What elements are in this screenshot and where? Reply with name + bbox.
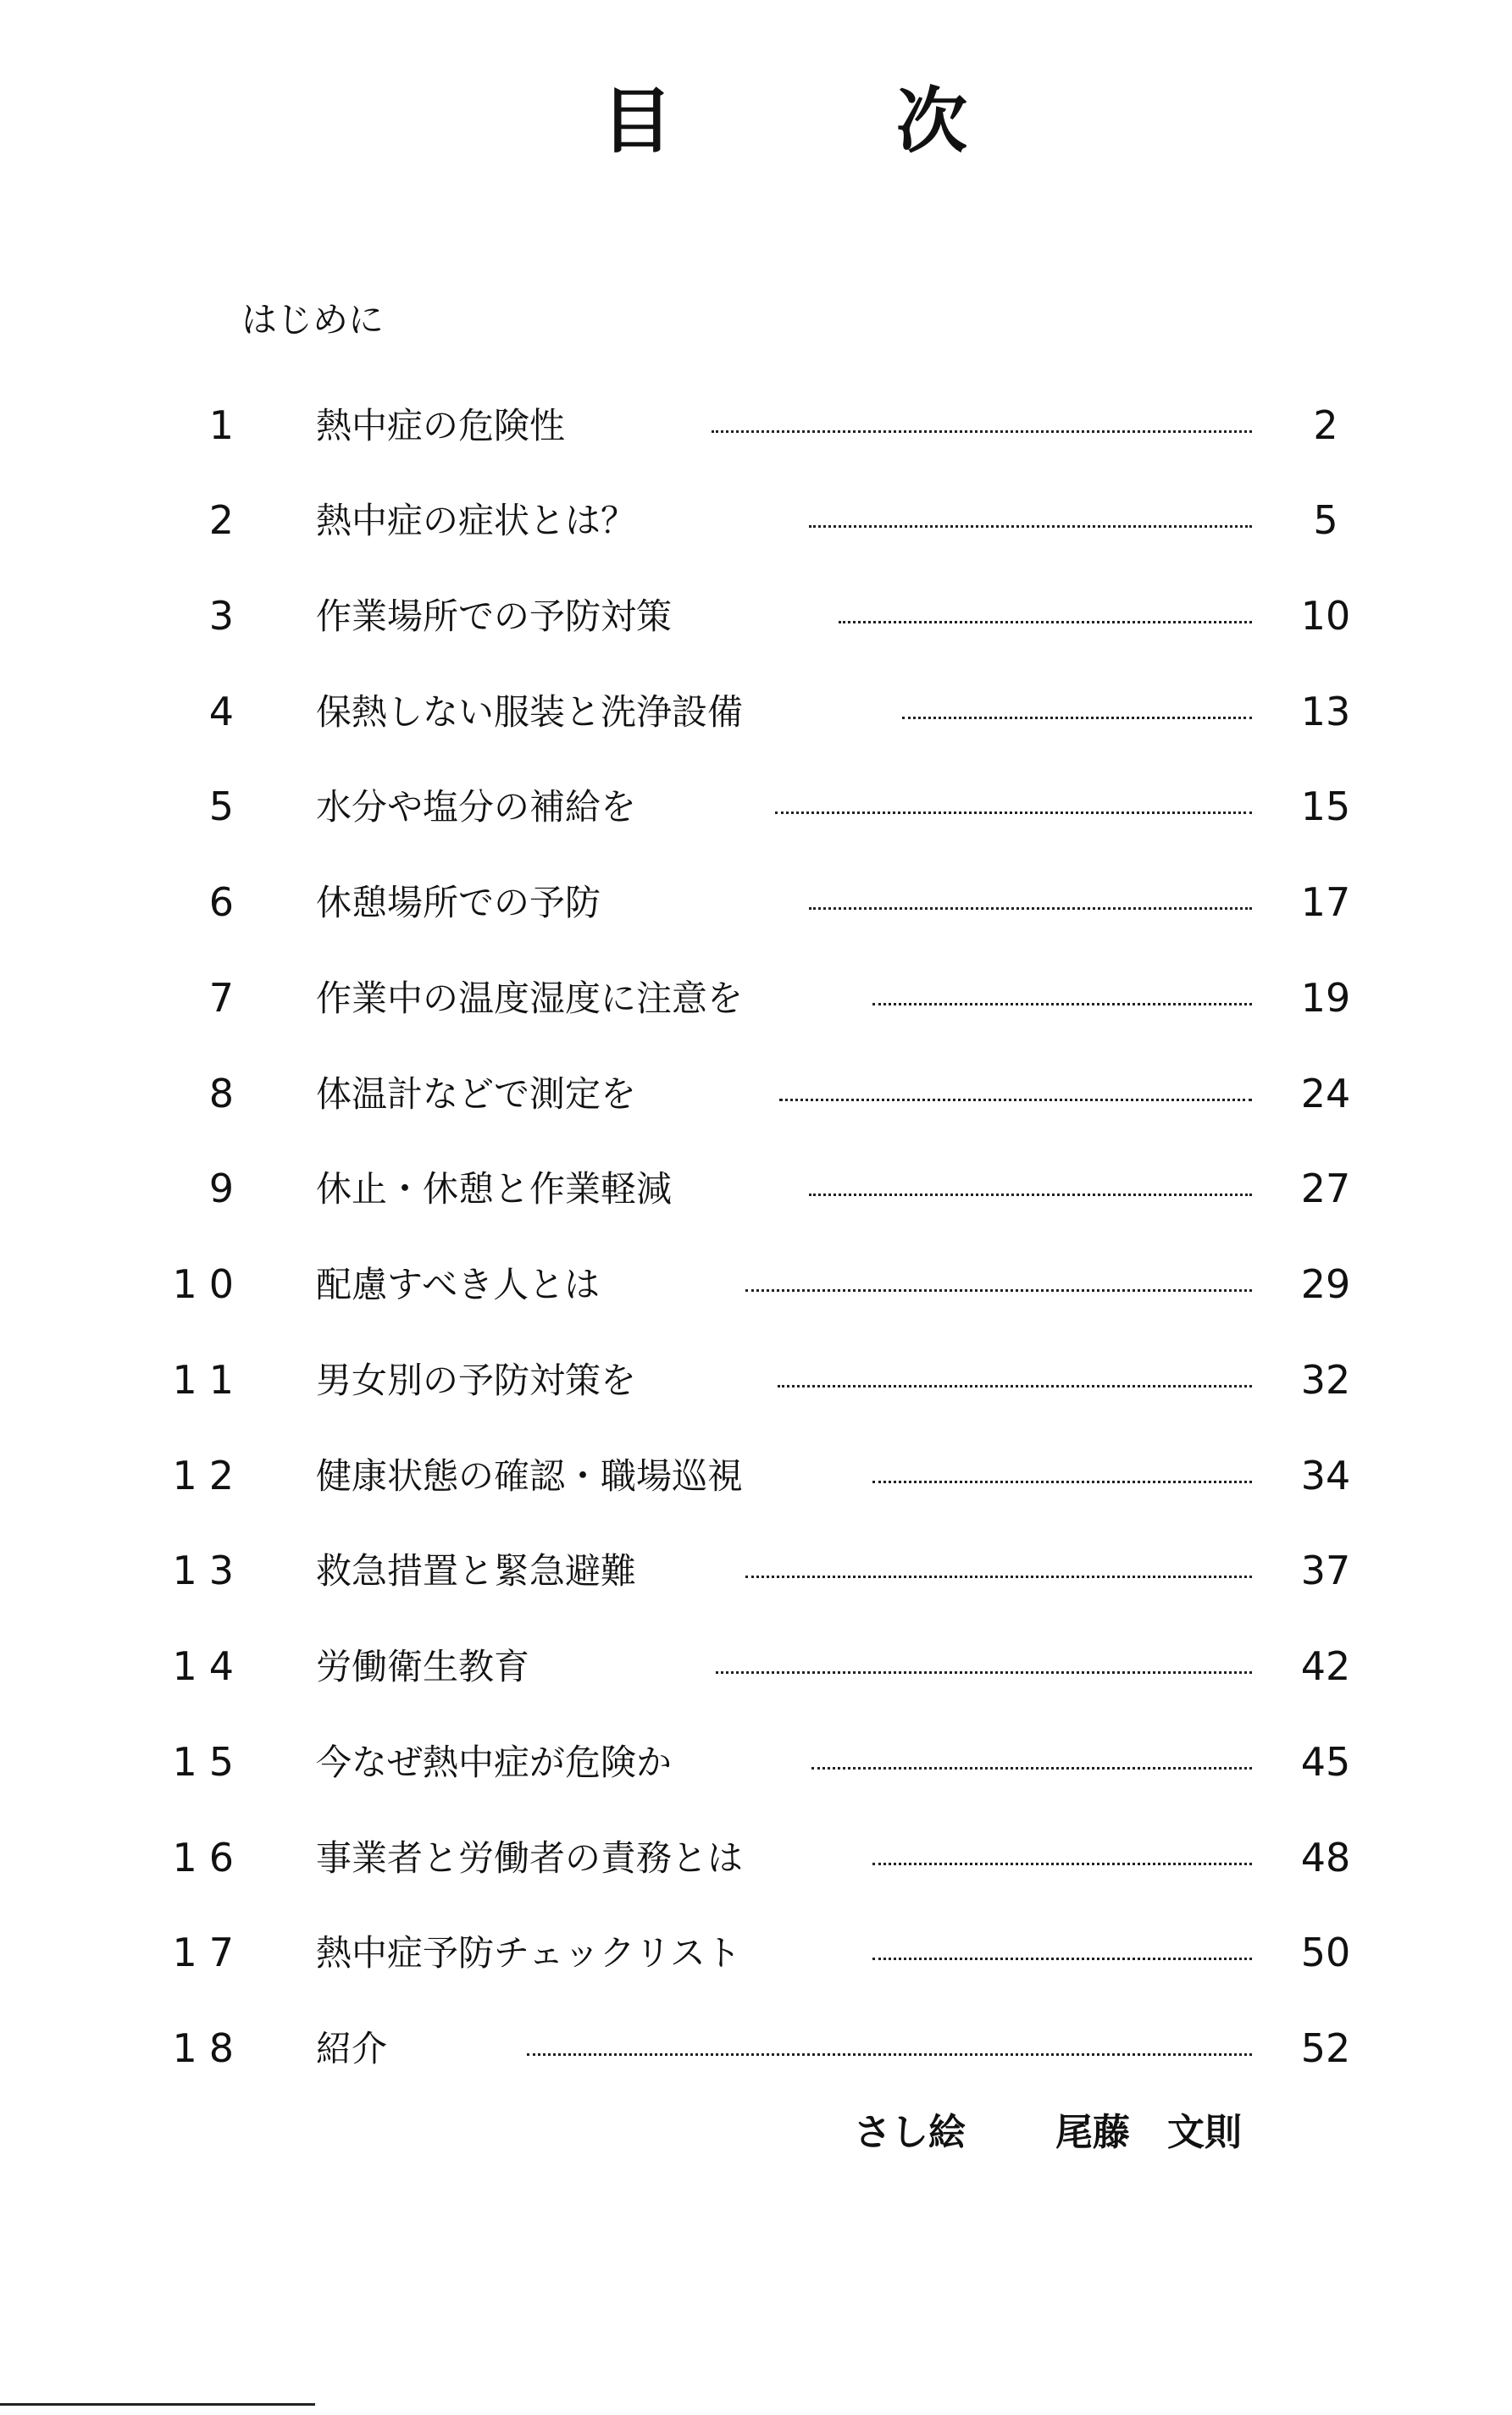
toc-entry[interactable] — [0, 1733, 1512, 1792]
toc-entry-page: 19 — [1300, 975, 1351, 1021]
toc-entry[interactable] — [0, 1637, 1512, 1697]
toc-entry-number: 3 — [208, 593, 246, 639]
toc-entry-label: 熱中症の症状とは？ — [316, 500, 637, 541]
toc-entry-number: 11 — [172, 1357, 246, 1403]
toc-entry-label: 作業中の温度湿度に注意を — [316, 978, 744, 1019]
toc-entry-page: 15 — [1300, 784, 1351, 829]
toc-entry-page: 42 — [1300, 1643, 1351, 1689]
toc-entry[interactable] — [0, 396, 1512, 456]
toc-entry-leader — [712, 430, 1252, 433]
toc-entry-leader — [775, 811, 1252, 814]
toc-entry-number: 5 — [208, 784, 246, 829]
toc-entry-page: 52 — [1300, 2025, 1351, 2071]
toc-entry-page: 13 — [1300, 689, 1351, 734]
title-char-right: 次 — [896, 80, 968, 163]
toc-entry-leader — [839, 621, 1252, 623]
toc-entry-leader — [809, 525, 1252, 528]
toc-entry-page: 24 — [1300, 1071, 1351, 1116]
toc-entry-page: 17 — [1300, 879, 1351, 925]
toc-entry-leader — [811, 1767, 1252, 1770]
toc-entry-label: 保熱しない服装と洗浄設備 — [316, 691, 744, 733]
toc-entry-leader — [809, 1194, 1252, 1196]
toc-entry-number: 7 — [208, 975, 246, 1021]
toc-entry-leader — [872, 1003, 1252, 1005]
toc-entry-label: 事業者と労働者の責務とは — [316, 1837, 744, 1879]
toc-entry-label: 健康状態の確認・職場巡視 — [316, 1455, 744, 1497]
toc-entry-label: 労働衛生教育 — [316, 1646, 530, 1687]
toc-entry[interactable] — [0, 1351, 1512, 1410]
toc-entry-label: 熱中症予防チェックリスト — [316, 1932, 741, 1974]
toc-entry-leader — [809, 907, 1252, 910]
toc-entry-number: 13 — [172, 1548, 246, 1593]
toc-entry-leader — [527, 2053, 1252, 2056]
toc-entry-label: 配慮すべき人とは — [316, 1264, 601, 1305]
toc-entry-page: 45 — [1300, 1739, 1351, 1785]
toc-entry[interactable] — [0, 1160, 1512, 1219]
toc-entry[interactable] — [0, 969, 1512, 1028]
toc-entry[interactable] — [0, 1924, 1512, 1983]
toc-entry-leader — [778, 1385, 1252, 1388]
toc-entry-label: 作業場所での予防対策 — [316, 595, 673, 637]
credit-label: さし絵 — [854, 2111, 966, 2154]
toc-entry-leader — [872, 1863, 1252, 1865]
toc-entry-leader — [745, 1289, 1252, 1292]
toc-entry[interactable] — [0, 1447, 1512, 1506]
toc-entry-page: 5 — [1313, 497, 1338, 543]
toc-entry-number: 4 — [208, 689, 246, 734]
toc-entry-page: 27 — [1300, 1166, 1351, 1211]
toc-entry-number: 2 — [208, 497, 246, 543]
toc-entry[interactable] — [0, 683, 1512, 742]
toc-entry[interactable] — [0, 1065, 1512, 1124]
toc-entry[interactable] — [0, 2019, 1512, 2079]
toc-intro: はじめに — [241, 299, 385, 341]
bottom-rule — [0, 2403, 315, 2406]
toc-entry-label: 休憩場所での予防 — [316, 882, 601, 923]
toc-entry-leader — [745, 1576, 1252, 1578]
toc-entry-leader — [872, 1481, 1252, 1483]
toc-entry-page: 32 — [1300, 1357, 1351, 1403]
toc-entry-number: 10 — [172, 1261, 246, 1307]
toc-entry-number: 1 — [208, 402, 246, 448]
toc-entry-page: 37 — [1300, 1548, 1351, 1593]
toc-entry-label: 今なぜ熱中症が危険か — [316, 1742, 673, 1783]
toc-entry[interactable] — [0, 873, 1512, 933]
toc-entry-number: 17 — [172, 1930, 246, 1975]
credit-name: 尾藤 文則 — [1055, 2111, 1242, 2154]
toc-entry-number: 8 — [208, 1071, 246, 1116]
toc-entry-leader — [872, 1958, 1252, 1960]
toc-entry[interactable] — [0, 491, 1512, 551]
toc-entry-label: 熱中症の危険性 — [316, 405, 566, 446]
toc-entry[interactable] — [0, 1829, 1512, 1888]
toc-entry-number: 12 — [172, 1453, 246, 1498]
toc-entry-label: 水分や塩分の補給を — [316, 786, 637, 828]
toc-entry-page: 48 — [1300, 1835, 1351, 1880]
toc-entry-page: 34 — [1300, 1453, 1351, 1498]
toc-entry-page: 10 — [1300, 593, 1351, 639]
toc-entry-label: 休止・休憩と作業軽減 — [316, 1168, 673, 1210]
toc-entry-number: 9 — [208, 1166, 246, 1211]
toc-entry-leader — [716, 1671, 1252, 1674]
toc-entry[interactable] — [0, 1255, 1512, 1315]
toc-entry-number: 14 — [172, 1643, 246, 1689]
toc-entry-label: 救急措置と緊急避難 — [316, 1550, 637, 1592]
toc-entry-label: 体温計などで測定を — [316, 1073, 637, 1115]
toc-entry-leader — [902, 717, 1252, 719]
toc-entry-label: 男女別の予防対策を — [316, 1360, 637, 1401]
toc-entry-number: 18 — [172, 2025, 246, 2071]
title-char-left: 目 — [601, 80, 673, 163]
toc-entry-leader — [779, 1099, 1252, 1101]
toc-entry[interactable] — [0, 587, 1512, 646]
toc-entry-page: 2 — [1313, 402, 1338, 448]
toc-entry-label: 紹介 — [316, 2028, 388, 2069]
toc-entry-page: 50 — [1300, 1930, 1351, 1975]
toc-entry-number: 16 — [172, 1835, 246, 1880]
toc-entry-page: 29 — [1300, 1261, 1351, 1307]
toc-entry-number: 6 — [208, 879, 246, 925]
toc-entry[interactable] — [0, 778, 1512, 837]
toc-entry[interactable] — [0, 1542, 1512, 1601]
toc-entry-number: 15 — [172, 1739, 246, 1785]
